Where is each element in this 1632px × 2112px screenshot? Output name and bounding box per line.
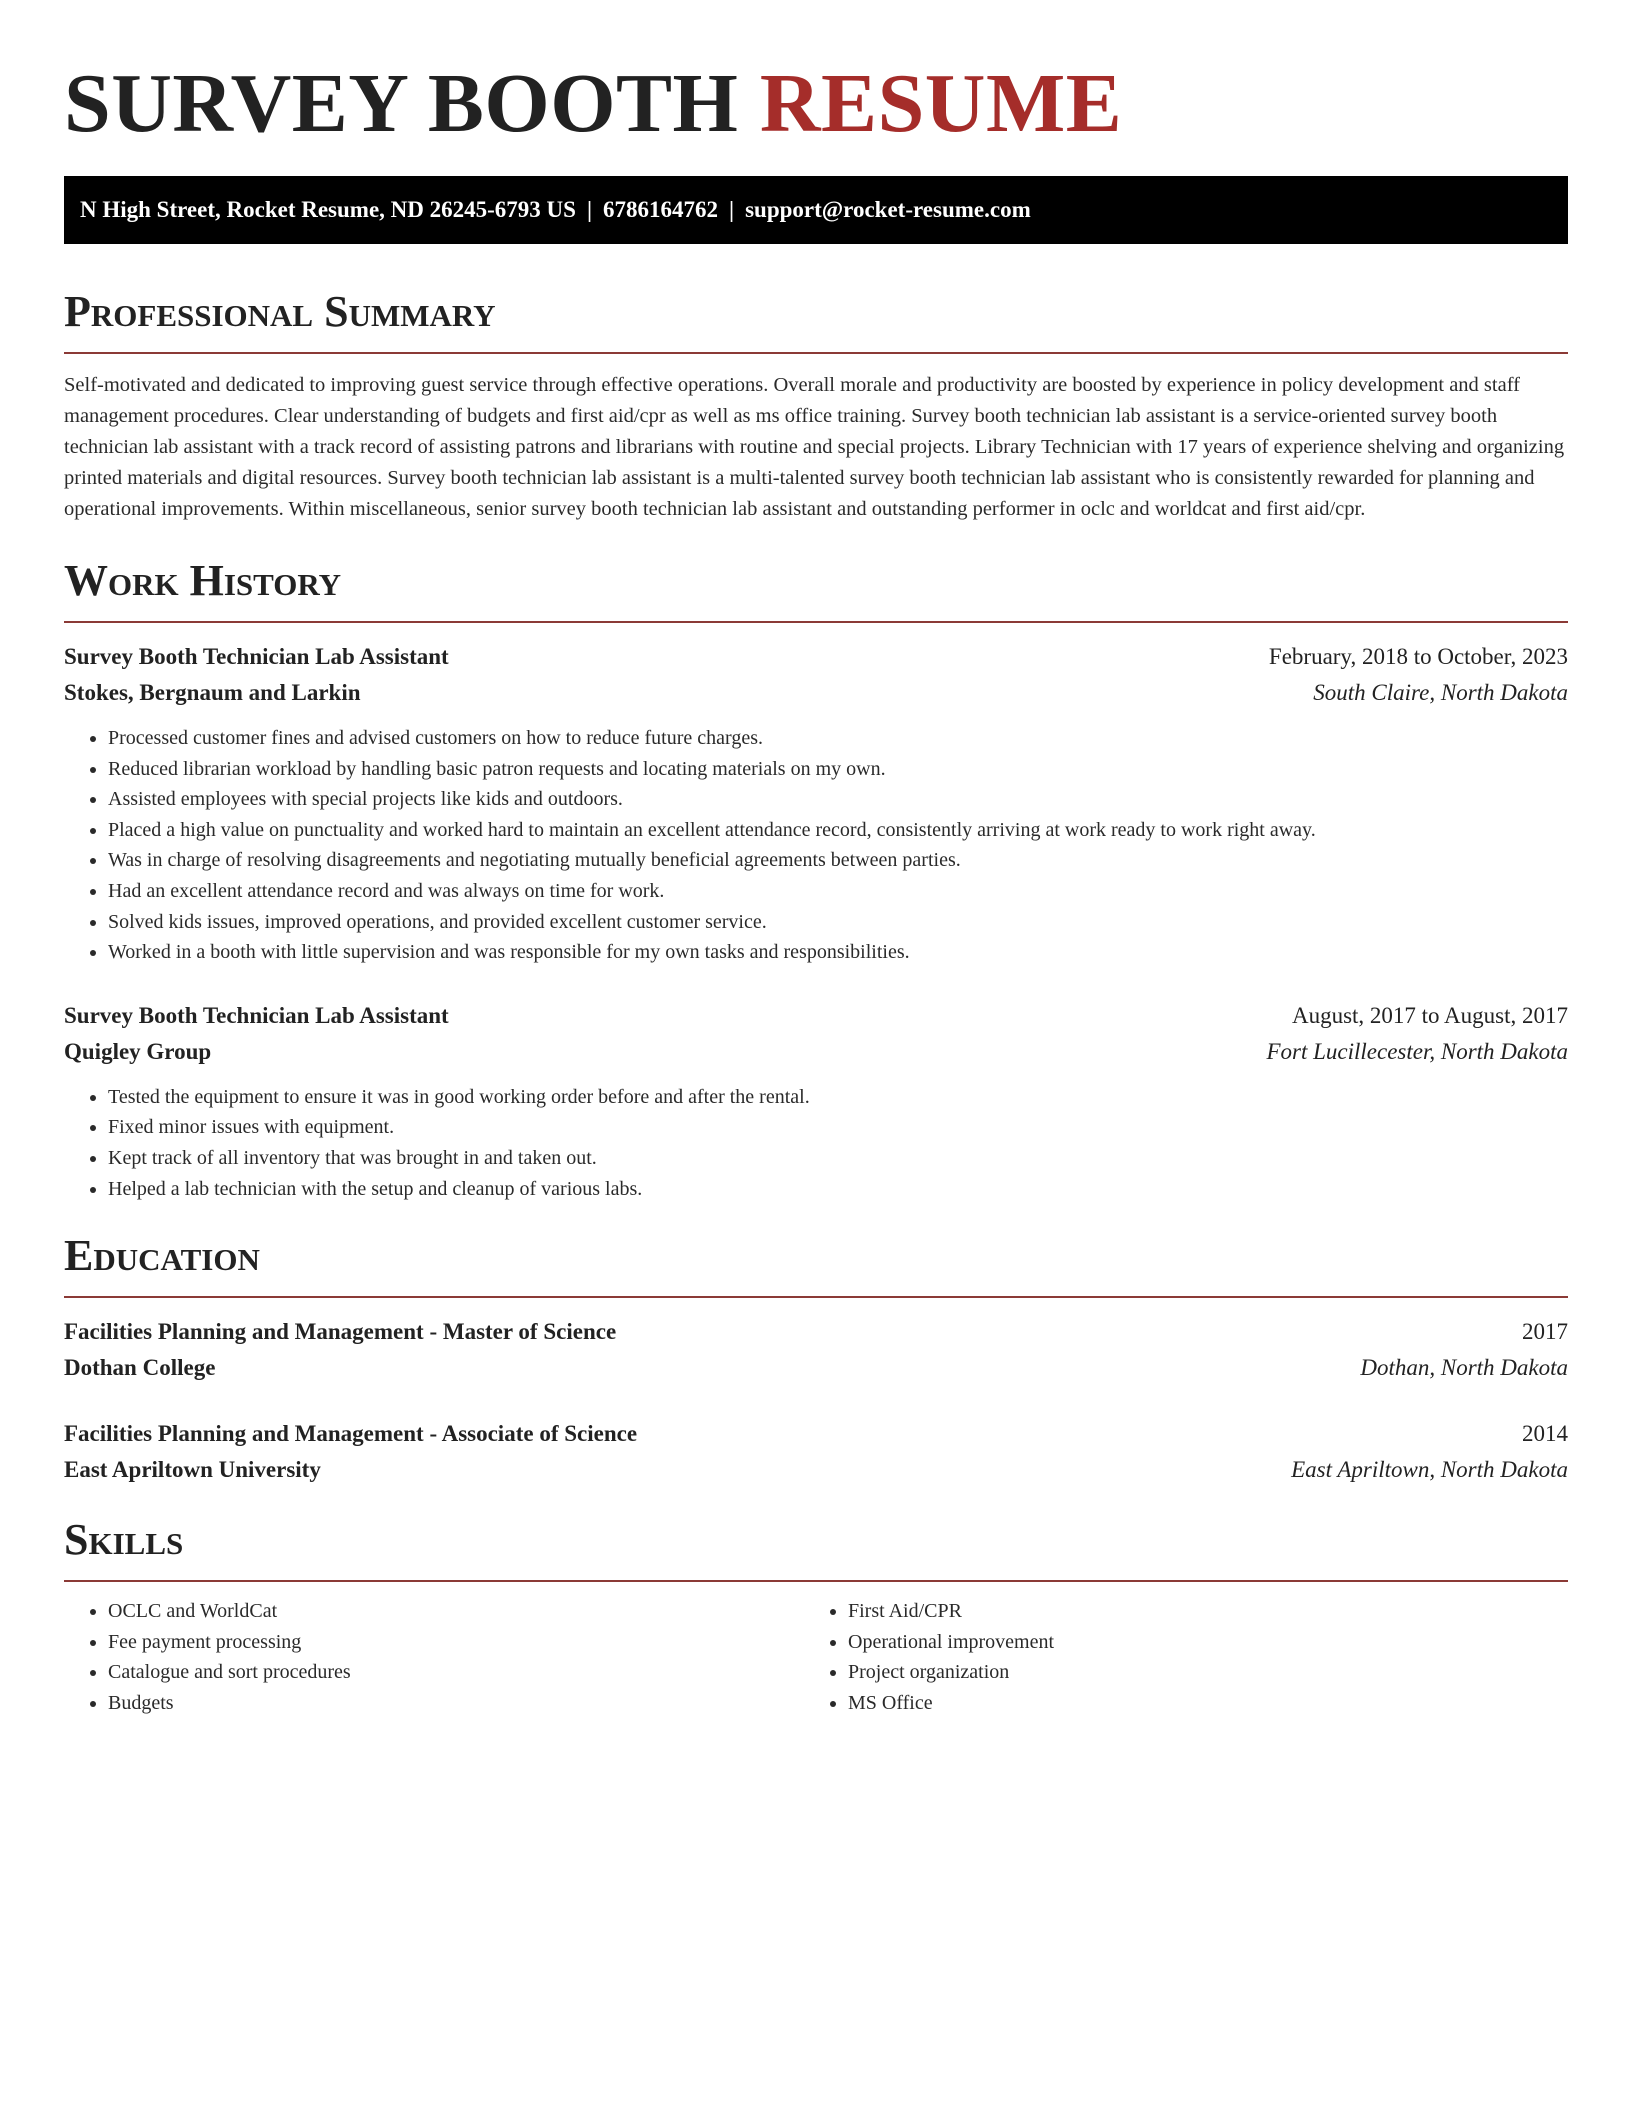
- education-entry: [64, 1314, 1568, 1386]
- skill-item: • Budgets: [108, 1688, 804, 1719]
- education-school: East Apriltown University: [64, 1457, 321, 1483]
- list-item: • Reduced librarian workload by handling basic patron requests and locating materials on my own.: [108, 754, 1568, 785]
- skills-columns: [64, 1596, 1568, 1718]
- job-position: Survey Booth Technician Lab Assistant: [64, 1002, 449, 1028]
- job-location: South Claire, North Dakota: [1313, 680, 1568, 705]
- skill-item: • MS Office: [848, 1688, 1544, 1719]
- job-entry: [64, 998, 1568, 1204]
- education-location: Dothan, North Dakota: [1360, 1355, 1568, 1381]
- list-item: • Assisted employees with special projects like kids and outdoors.: [108, 784, 1568, 815]
- skill-item: • Project organization: [848, 1657, 1544, 1688]
- skills-list-left: [64, 1596, 804, 1718]
- education-school: Dothan College: [64, 1355, 216, 1381]
- job-company-row: [64, 1034, 1568, 1070]
- job-entry: [64, 639, 1568, 968]
- education-degree: Facilities Planning and Management - Master of Science: [64, 1319, 617, 1345]
- skills-list-right: [804, 1596, 1544, 1718]
- skill-item: • First Aid/CPR: [848, 1596, 1544, 1627]
- section-title-education: Education: [64, 1230, 1568, 1298]
- list-item: • Had an excellent attendance record and was always on time for work.: [108, 876, 1568, 907]
- education-year: 2014: [1522, 1421, 1568, 1447]
- name-first: SURVEY BOOTH: [64, 57, 739, 150]
- contact-separator: |: [729, 197, 735, 222]
- contact-email: support@rocket-resume.com: [745, 197, 1031, 222]
- contact-address: N High Street, Rocket Resume, ND 26245-6793 US: [80, 197, 576, 222]
- job-duties-list: [64, 1082, 1568, 1204]
- section-title-summary: Professional Summary: [64, 286, 1568, 354]
- education-school-row: [64, 1452, 1568, 1488]
- job-dates: August, 2017 to August, 2017: [1291, 1002, 1568, 1028]
- job-duties-list: [64, 723, 1568, 968]
- resume-name: [64, 58, 1568, 150]
- list-item: • Was in charge of resolving disagreements and negotiating mutually beneficial agreements between parties.: [108, 845, 1568, 876]
- name-last: RESUME: [759, 57, 1123, 150]
- section-title-work: Work History: [64, 555, 1568, 623]
- contact-bar: [64, 176, 1568, 244]
- section-title-skills: Skills: [64, 1514, 1568, 1582]
- list-item: • Kept track of all inventory that was brought in and taken out.: [108, 1143, 1568, 1174]
- education-header-row: [64, 1416, 1568, 1452]
- skill-item: • OCLC and WorldCat: [108, 1596, 804, 1627]
- job-company-row: [64, 675, 1568, 711]
- job-header-row: [64, 639, 1568, 675]
- resume-page: [64, 0, 1568, 1719]
- job-dates: February, 2018 to October, 2023: [1268, 644, 1568, 669]
- contact-phone: 6786164762: [603, 197, 719, 222]
- education-degree: Facilities Planning and Management - Associate of Science: [64, 1421, 638, 1447]
- job-location: Fort Lucillecester, North Dakota: [1266, 1038, 1568, 1064]
- job-header-row: [64, 998, 1568, 1034]
- skill-item: • Catalogue and sort procedures: [108, 1657, 804, 1688]
- education-header-row: [64, 1314, 1568, 1350]
- contact-separator: |: [586, 197, 593, 222]
- list-item: • Solved kids issues, improved operations, and provided excellent customer service.: [108, 907, 1568, 938]
- list-item: • Placed a high value on punctuality and worked hard to maintain an excellent attendance record, consistently arriving at work ready to work right away.: [108, 815, 1568, 846]
- list-item: • Tested the equipment to ensure it was in good working order before and after the rental.: [108, 1082, 1568, 1113]
- list-item: • Worked in a booth with little supervision and was responsible for my own tasks and responsibilities.: [108, 937, 1568, 968]
- summary-text: Self-motivated and dedicated to improving guest service through effective operations. Overall morale and productivity are boosted by experience in policy development and staff management procedures. Clear understanding of budgets and first aid/cpr as well as ms office training. Survey booth technician lab assistant is a service-oriented survey booth technician lab assistant with a track record of assisting patrons and librarians with routine and special projects. Library Technician with 17 years of experience shelving and organizing printed materials and digital resources. Survey booth technician lab assistant is a multi-talented survey booth technician lab assistant who is consistently rewarded for planning and operational improvements. Within miscellaneous, senior survey booth technician lab assistant and outstanding performer in oclc and worldcat and first aid/cpr.: [64, 374, 1565, 520]
- job-company: Stokes, Bergnaum and Larkin: [64, 680, 361, 705]
- education-school-row: [64, 1350, 1568, 1386]
- skill-item: • Operational improvement: [848, 1627, 1544, 1658]
- list-item: • Processed customer fines and advised customers on how to reduce future charges.: [108, 723, 1568, 754]
- education-location: East Apriltown, North Dakota: [1291, 1457, 1568, 1483]
- list-item: • Helped a lab technician with the setup and cleanup of various labs.: [108, 1174, 1568, 1205]
- education-entry: [64, 1416, 1568, 1488]
- education-year: 2017: [1522, 1319, 1568, 1345]
- list-item: • Fixed minor issues with equipment.: [108, 1112, 1568, 1143]
- job-position: Survey Booth Technician Lab Assistant: [64, 644, 449, 669]
- job-company: Quigley Group: [64, 1038, 212, 1064]
- skill-item: • Fee payment processing: [108, 1627, 804, 1658]
